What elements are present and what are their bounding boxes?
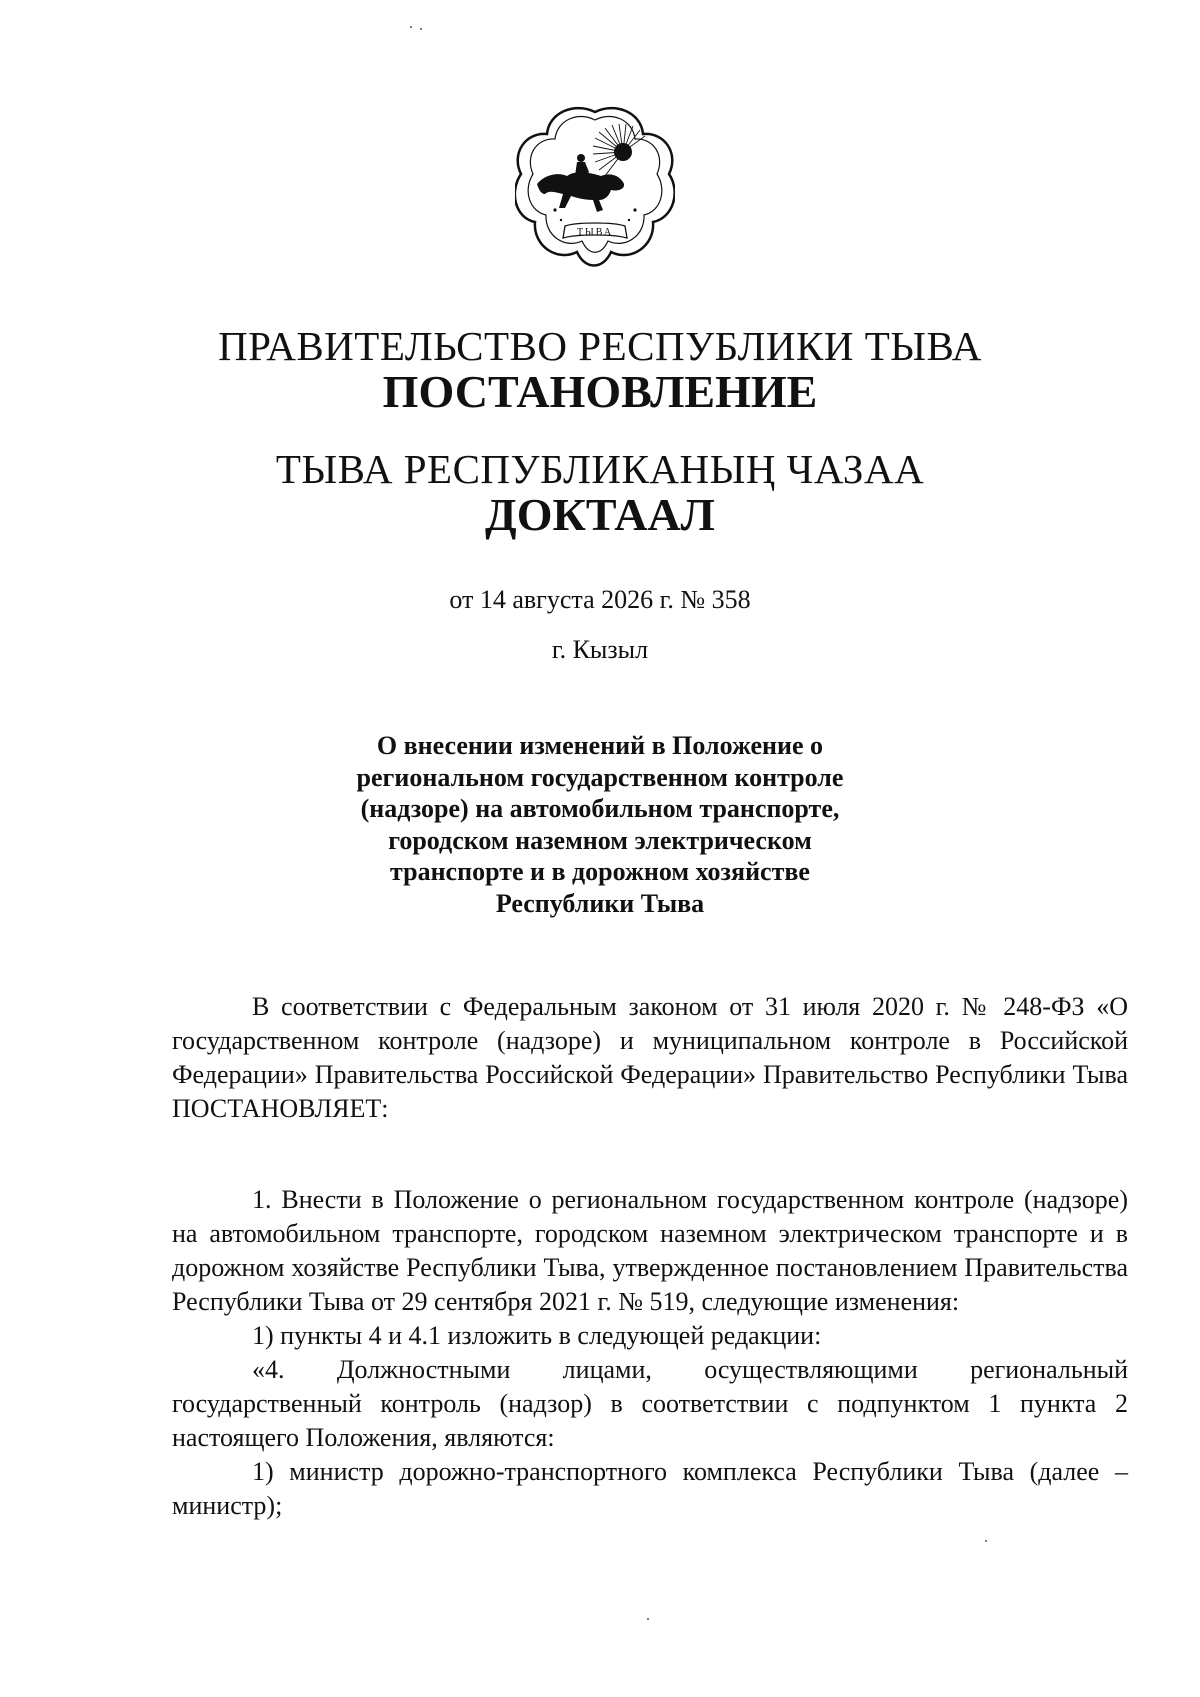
preamble-block [172, 990, 1128, 1126]
decree-title-tv: ДОКТААЛ [485, 489, 715, 540]
body-paragraph: «4. Должностными лицами, осуществляющими региональный государственный контроль (надзор) в соответствии с подпунктом 1 пункта 2 настоящего Положения, являются: [172, 1355, 1128, 1452]
subject-line: О внесении изменений в Положение о [376, 731, 824, 760]
emblem-inscription: ТЫВА [576, 227, 614, 238]
scan-speck [420, 28, 422, 30]
body-paragraph: 1. Внести в Положение о региональном государственном контроле (надзоре) на автомобильном транспорте, городском наземном электрическом транспорте и в дорожном хозяйстве Республики Тыва, утвержденное постановлением Правительства Республики Тыва от 29 сентября 2021 г. № 519, следующие изменения: [172, 1185, 1128, 1316]
body-paragraph: 1) министр дорожно-транспортного комплекса Республики Тыва (далее – министр); [172, 1457, 1128, 1520]
tyva-emblem-icon [515, 102, 675, 282]
scan-speck [985, 1540, 987, 1542]
decree-city: г. Кызыл [551, 635, 649, 664]
subject-line: городском наземном электрическом [388, 825, 812, 855]
subject-line: региональном государственном контроле [356, 762, 844, 792]
decree-title-ru: ПОСТАНОВЛЕНИЕ [382, 366, 818, 417]
decree-subject [340, 730, 860, 919]
subject-line: Республики Тыва [495, 888, 705, 918]
preamble-paragraph: В соответствии с Федеральным законом от 31 июля 2020 г. № 248-ФЗ «О государственном контроле (надзоре) и муниципальном контроле в Российской Федерации» Правительства Российской Федерации» Правительство Республики Тыва ПОСТАНОВЛЯЕТ: [172, 992, 1128, 1123]
subject-line: (надзоре) на автомобильном транспорте, [360, 794, 840, 823]
body-paragraph: 1) пункты 4 и 4.1 изложить в следующей редакции: [252, 1321, 822, 1350]
scan-speck [647, 1618, 649, 1620]
scan-speck [410, 26, 412, 28]
government-title-ru: ПРАВИТЕЛЬСТВО РЕСПУБЛИКИ ТЫВА [218, 323, 982, 369]
subject-line: транспорте и в дорожном хозяйстве [390, 857, 810, 886]
decree-date-number: от 14 августа 2026 г. № 358 [449, 585, 751, 614]
government-title-tv: ТЫВА РЕСПУБЛИКАНЫҢ ЧАЗАА [275, 446, 925, 492]
body-block [172, 1183, 1128, 1523]
